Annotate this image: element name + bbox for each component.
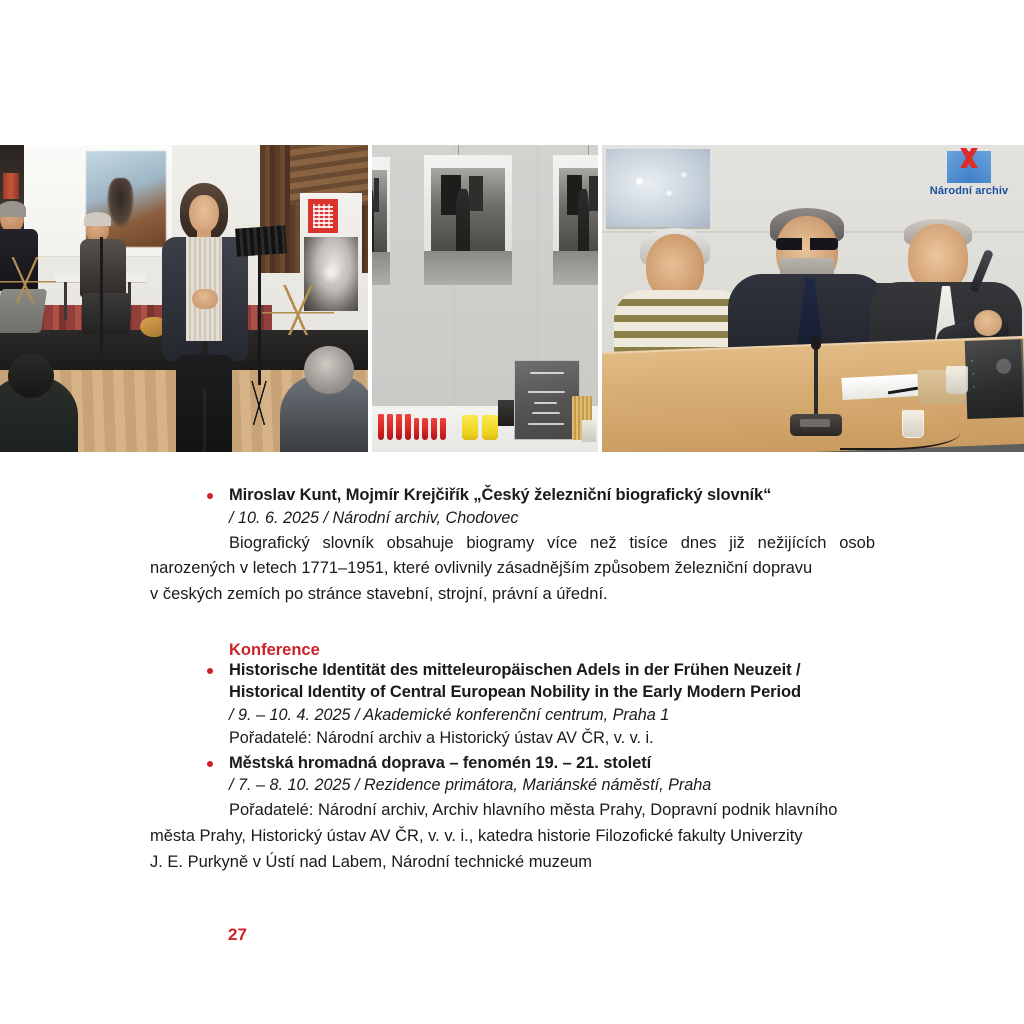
exhibit-photo-1	[372, 157, 390, 285]
entry-subtitle: / 7. – 8. 10. 2025 / Rezidence primátora, Mariánské náměstí, Praha	[229, 776, 712, 795]
music-stand-head	[235, 225, 287, 256]
entry-organizers: Pořadatelé: Národní archiv a Historický ústav AV ČR, v. v. i.	[229, 728, 654, 747]
bullet-icon	[207, 668, 213, 674]
banner-red-block	[308, 199, 338, 233]
entry-subtitle: / 9. – 10. 4. 2025 / Akademické konferenční centrum, Praha 1	[229, 705, 670, 724]
exhibit-photo-2	[424, 155, 512, 285]
photo-exhibition-wall-refreshments	[372, 145, 598, 452]
easel-left	[0, 257, 56, 303]
entry-organizers-line-2: města Prahy, Historický ústav AV ČR, v. v. i., katedra historie Filozofické fakulty Univerzity	[150, 827, 803, 846]
photo-book-launch-lecture-hall	[0, 145, 368, 452]
photo-panel-discussion	[602, 145, 1024, 452]
easel-right	[262, 285, 334, 335]
archive-book-icon	[947, 151, 991, 183]
exhibit-photo-3	[553, 155, 598, 285]
entry-paragraph-1: Biografický slovník obsahuje biogramy více než tisíce dnes již nežijících osob narozených v letech 1771–1951, které ovlivnily zásadnějším způsobem železniční dopravu	[150, 533, 875, 577]
narodni-archiv-logo	[926, 151, 1012, 203]
microphone-base	[790, 414, 842, 436]
page-number: 27	[228, 925, 247, 944]
photo-strip	[0, 145, 1024, 452]
audience-head-right	[280, 374, 368, 452]
cup-right	[582, 420, 596, 442]
section-spacer	[150, 607, 875, 641]
entry-conf-adels	[150, 660, 875, 750]
entry-title-row	[150, 485, 875, 507]
music-stand-pole	[258, 253, 261, 385]
yellow-drink-glasses	[462, 410, 502, 440]
water-glass-right	[946, 366, 968, 394]
microphone-stand-left	[100, 237, 103, 355]
entry-title-line-1: Historische Identität des mitteleuropäischen Adels in der Frühen Neuzeit /	[229, 661, 801, 679]
dark-box	[498, 400, 514, 426]
entry-conf-mhd	[150, 753, 875, 876]
bullet-icon	[207, 493, 213, 499]
entry-book-slovnik	[150, 485, 875, 607]
entry-title-row	[150, 660, 875, 704]
entry-subtitle: / 10. 6. 2025 / Národní archiv, Chodovec	[229, 508, 519, 527]
presentation-screen	[606, 149, 710, 229]
page-content	[150, 485, 875, 876]
chalkboard-menu-sign	[514, 360, 580, 440]
entry-paragraph-2: v českých zemích po stránce stavební, strojní, právní a úřední.	[150, 584, 608, 603]
logo-label: Národní archiv	[929, 185, 1009, 197]
entry-title: Miroslav Kunt, Mojmír Krejčiřík „Český železniční biografický slovník“	[229, 486, 772, 504]
entry-title-row	[150, 753, 875, 775]
audience-head-left	[0, 376, 78, 452]
entry-organizers-line-1: Pořadatelé: Národní archiv, Archiv hlavního města Prahy, Dopravní podnik hlavního	[229, 801, 838, 820]
displayed-book	[965, 339, 1024, 419]
red-drink-glasses	[378, 406, 446, 440]
entry-title-line-2: Historical Identity of Central European Nobility in the Early Modern Period	[229, 682, 801, 701]
section-heading-konference: Konference	[229, 641, 320, 659]
bullet-icon	[207, 761, 213, 767]
entry-organizers-line-3: J. E. Purkyně v Ústí nad Labem, Národní technické muzeum	[150, 853, 593, 872]
gooseneck-microphone	[814, 344, 818, 416]
entry-title-line-1: Městská hromadná doprava – fenomén 19. – 21. století	[229, 753, 652, 772]
papers-on-table	[841, 374, 918, 400]
seated-panelist-middle	[78, 217, 130, 333]
archive-x-icon	[949, 148, 989, 168]
